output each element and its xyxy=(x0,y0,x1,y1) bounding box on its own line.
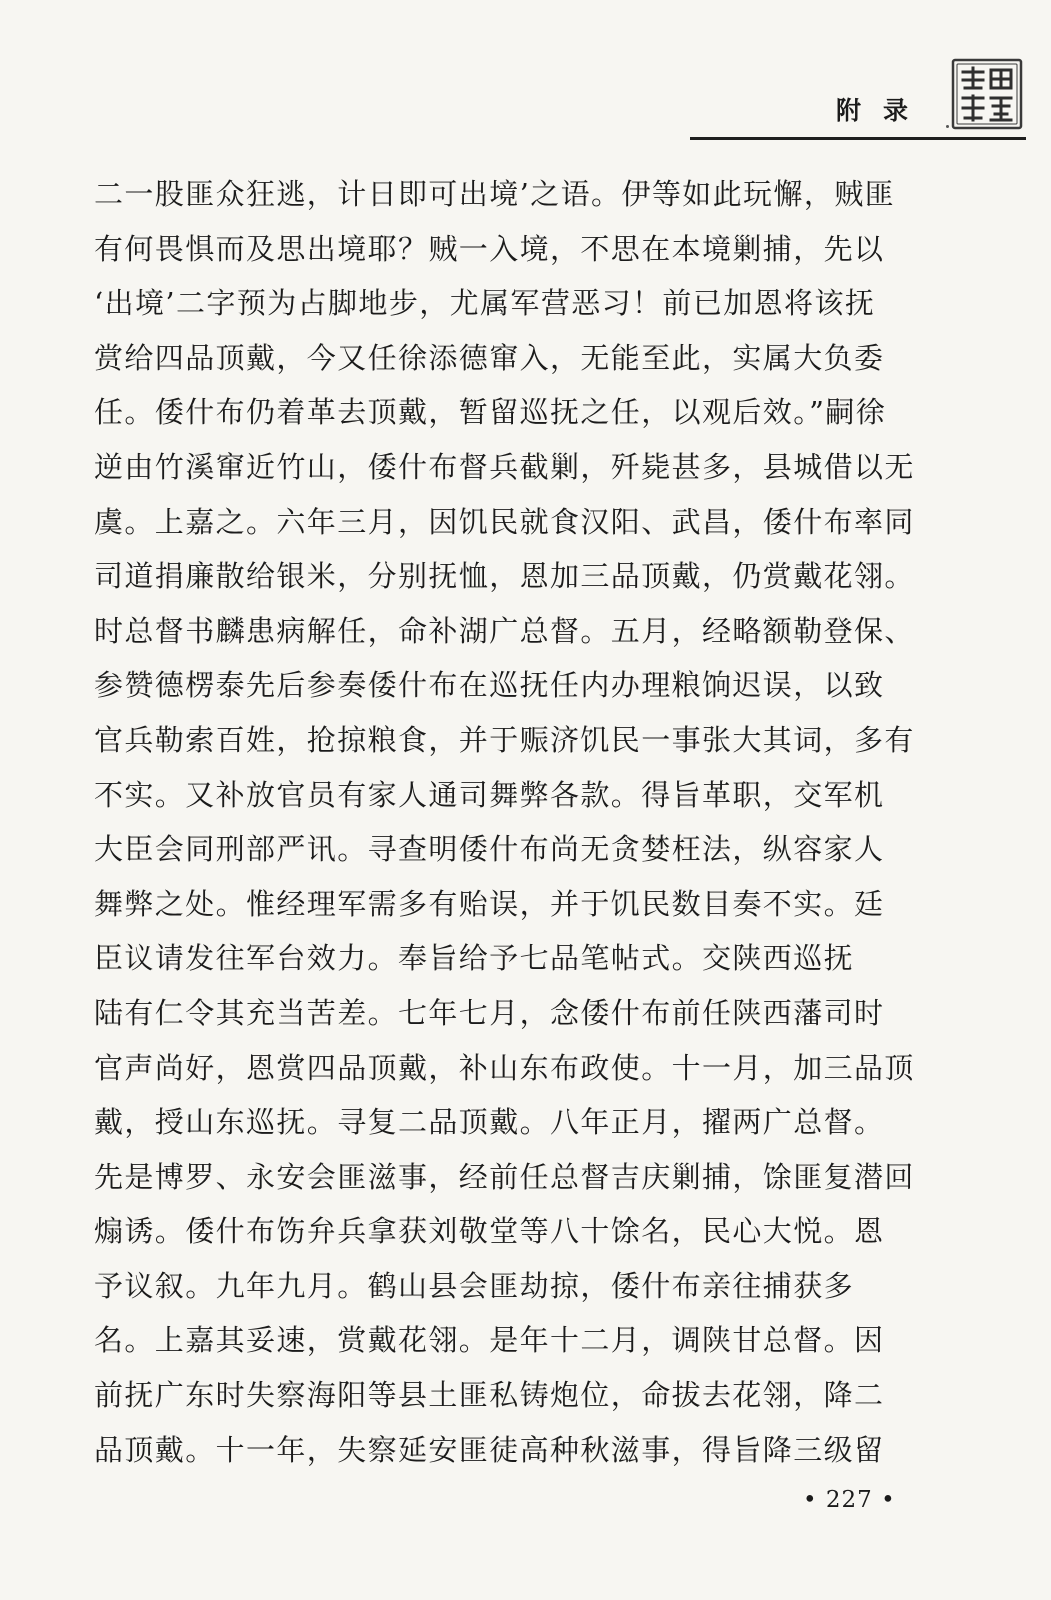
text-line: 官兵勒索百姓，抢掠粮食，并于赈济饥民一事张大其词，多有 xyxy=(94,722,915,757)
text-line: 舞弊之处。惟经理军需多有贻误，并于饥民数目奏不实。廷 xyxy=(94,886,885,921)
scan-speck xyxy=(946,125,949,128)
text-line: 先是博罗、永安会匪滋事，经前任总督吉庆剿捕，馀匪复潜回 xyxy=(94,1159,915,1194)
text-line: 大臣会同刑部严讯。寻查明倭什布尚无贪婪枉法，纵容家人 xyxy=(94,832,885,867)
text-line: 任。倭什布仍着革去顶戴，暂留巡抚之任，以观后效。”嗣徐 xyxy=(94,395,887,430)
text-line: 有何畏惧而及思出境耶？贼一入境，不思在本境剿捕，先以 xyxy=(94,231,885,266)
text-line: 陆有仁令其充当苦差。七年七月，念倭什布前任陕西藩司时 xyxy=(94,995,885,1030)
text-line: 二一股匪众狂逃，计日即可出境’之语。伊等如此玩懈，贼匪 xyxy=(94,177,896,211)
body-text xyxy=(94,167,924,1477)
page-number: • 227 • xyxy=(803,1487,896,1513)
text-line: 臣议请发往军台效力。奉旨给予七品笔帖式。交陕西巡抚 xyxy=(94,941,855,976)
text-line: 司道捐廉散给银米，分别抚恤，恩加三品顶戴，仍赏戴花翎。 xyxy=(94,559,915,594)
text-line: 参赞德楞泰先后参奏倭什布在巡抚任内办理粮饷迟误，以致 xyxy=(94,668,885,703)
text-line: 名。上嘉其妥速，赏戴花翎。是年十二月，调陕甘总督。因 xyxy=(94,1323,885,1358)
text-line: 虞。上嘉之。六年三月，因饥民就食汉阳、武昌，倭什布率同 xyxy=(94,504,915,539)
header-rule xyxy=(690,137,1026,140)
text-line: 时总督书麟患病解任，命补湖广总督。五月，经略额勒登保、 xyxy=(94,613,915,648)
running-header-title: 附录 xyxy=(836,96,931,125)
text-line: 官声尚好，恩赏四品顶戴，补山东布政使。十一月，加三品顶 xyxy=(94,1050,915,1085)
seal-stamp-icon xyxy=(951,58,1023,130)
text-line: 戴，授山东巡抚。寻复二品顶戴。八年正月，擢两广总督。 xyxy=(94,1105,885,1140)
text-line: 煽诱。倭什布饬弁兵拿获刘敬堂等八十馀名，民心大悦。恩 xyxy=(94,1214,885,1249)
text-line: 逆由竹溪窜近竹山，倭什布督兵截剿，歼毙甚多，县城借以无 xyxy=(94,449,915,484)
text-line: 赏给四品顶戴，今又任徐添德窜入，无能至此，实属大负委 xyxy=(94,340,885,375)
text-line: ‘出境’二字预为占脚地步，尤属军营恶习！前已加恩将该抚 xyxy=(94,286,876,321)
text-line: 前抚广东时失察海阳等县土匪私铸炮位，命拔去花翎，降二 xyxy=(94,1378,885,1413)
text-line: 不实。又补放官员有家人通司舞弊各款。得旨革职，交军机 xyxy=(94,777,885,812)
text-line: 品顶戴。十一年，失察延安匪徒高种秋滋事，得旨降三级留 xyxy=(94,1432,885,1467)
text-line: 予议叙。九年九月。鹤山县会匪劫掠，倭什布亲往捕获多 xyxy=(94,1268,855,1303)
